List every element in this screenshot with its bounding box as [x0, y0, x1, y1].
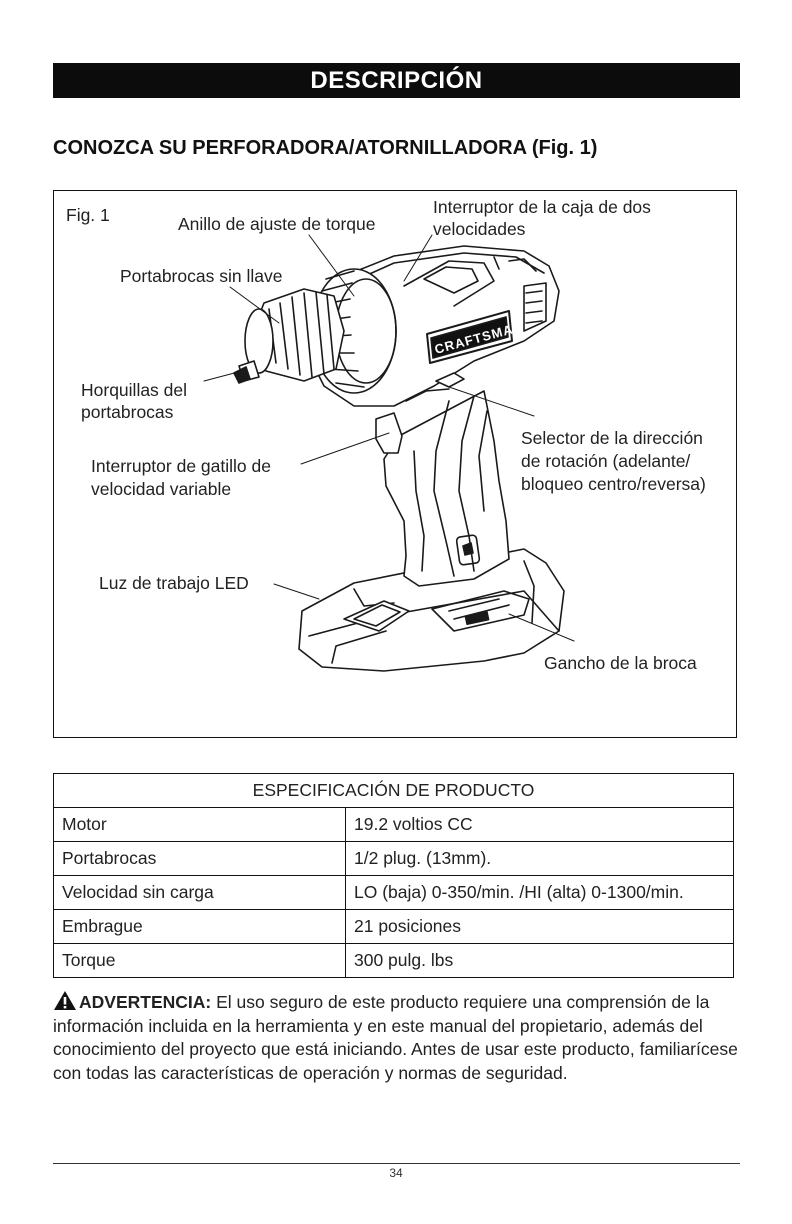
table-row	[54, 876, 734, 910]
spec-value: 1/2 plug. (13mm).	[346, 842, 734, 876]
section-title-banner: DESCRIPCIÓN	[53, 63, 740, 98]
spec-table	[53, 773, 734, 978]
label-direction-line-2: de rotación (adelante/	[521, 451, 691, 471]
spec-value: LO (baja) 0-350/min. /HI (alta) 0-1300/min.	[346, 876, 734, 910]
page-heading: CONOZCA SU PERFORADORA/ATORNILLADORA (Fig. 1)	[53, 137, 598, 159]
label-gear-switch-line-2: velocidades	[433, 219, 526, 239]
warning-title: ADVERTENCIA:	[79, 992, 212, 1012]
spec-value: 19.2 voltios CC	[346, 808, 734, 842]
drill-handle	[384, 391, 509, 586]
spec-label: Embrague	[54, 910, 346, 944]
table-row	[54, 842, 734, 876]
spec-value: 21 posiciones	[346, 910, 734, 944]
warning-text: El uso seguro de este producto requiere una comprensión de la información incluida en la herramienta y en este manual del propietario, además del conocimiento del proyecto que está iniciando. Antes de usar este producto, familiarícese con todas las características de operación y normas de seguridad.	[53, 992, 738, 1083]
label-chuck-jaws-line-1: Horquillas del	[81, 380, 188, 400]
spec-value: 300 pulg. lbs	[346, 944, 734, 978]
label-keyless-chuck: Portabrocas sin llave	[120, 266, 283, 286]
warning-triangle-icon	[53, 990, 77, 1011]
footer-divider	[53, 1163, 740, 1164]
figure-1	[53, 190, 737, 738]
spec-label: Portabrocas	[54, 842, 346, 876]
page-number: 34	[389, 1166, 403, 1180]
fig-label: Fig. 1	[66, 205, 110, 225]
brand-text: CRAFTSMAN	[432, 318, 525, 357]
table-row	[54, 944, 734, 978]
spec-table-header-row	[54, 774, 734, 808]
label-chuck-jaws-line-2: portabrocas	[81, 402, 174, 422]
spec-table-title: ESPECIFICACIÓN DE PRODUCTO	[54, 774, 734, 808]
keyless-chuck	[234, 289, 344, 383]
label-led-light: Luz de trabajo LED	[99, 573, 249, 593]
label-direction-line-1: Selector de la dirección	[521, 428, 703, 448]
label-gear-switch-line-1: Interruptor de la caja de dos	[433, 197, 651, 217]
label-trigger-line-1: Interruptor de gatillo de	[91, 456, 271, 476]
label-bit-hook: Gancho de la broca	[544, 653, 697, 673]
spec-label: Motor	[54, 808, 346, 842]
table-row	[54, 808, 734, 842]
label-torque-ring: Anillo de ajuste de torque	[178, 214, 376, 234]
spec-label: Velocidad sin carga	[54, 876, 346, 910]
table-row	[54, 910, 734, 944]
spec-label: Torque	[54, 944, 346, 978]
label-direction-line-3: bloqueo centro/reversa)	[521, 474, 706, 494]
warning-block	[53, 990, 743, 1085]
label-trigger-line-2: velocidad variable	[91, 479, 232, 499]
